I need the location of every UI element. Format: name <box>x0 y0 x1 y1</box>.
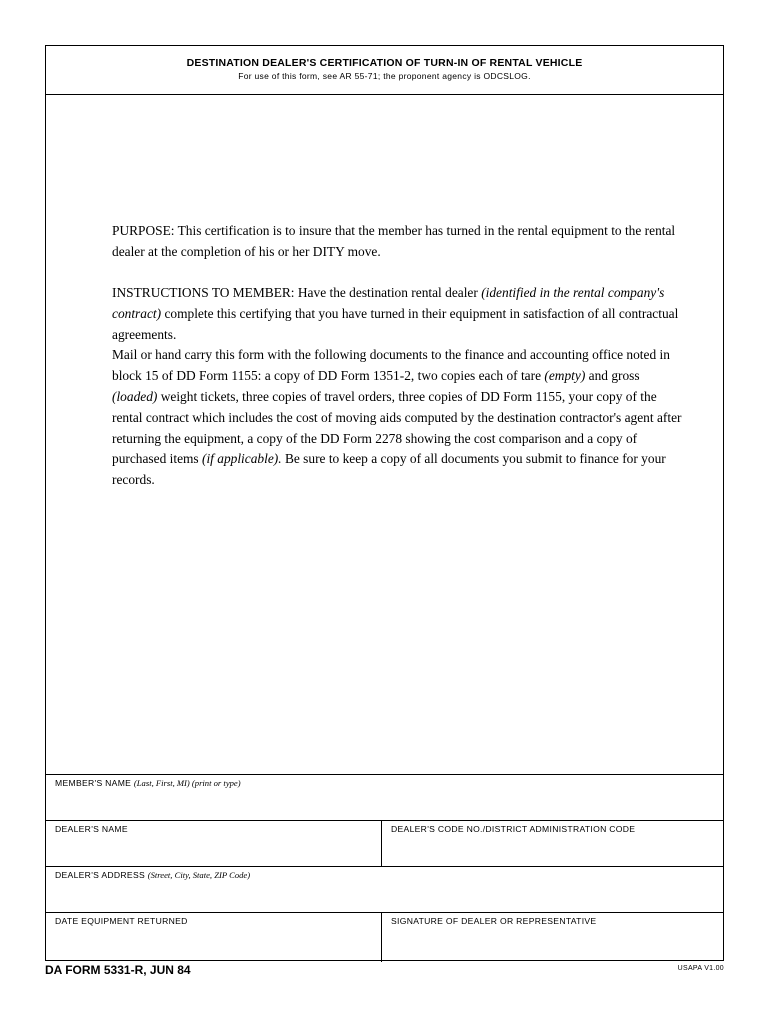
dealer-code-label: DEALER'S CODE NO./DISTRICT ADMINISTRATION CODE <box>391 824 636 834</box>
mail-text-4: Be sure to keep a copy of all documents you submit to finance for your records. <box>112 451 666 488</box>
mail-italic-2: (loaded) <box>112 389 158 405</box>
date-returned-label: DATE EQUIPMENT RETURNED <box>55 916 188 926</box>
form-number: DA FORM 5331-R, JUN 84 <box>45 963 191 977</box>
instructions-lead: INSTRUCTIONS TO MEMBER: Have the destination rental dealer <box>112 285 482 301</box>
mail-paragraph <box>112 345 686 491</box>
member-name-field[interactable] <box>46 775 723 820</box>
form-frame <box>45 45 724 961</box>
dealer-row <box>46 821 723 867</box>
instructions-lead-tail: complete this certifying that you have turned in their equipment in satisfaction of all contractual agreements. <box>112 305 679 342</box>
dealer-name-label: DEALER'S NAME <box>55 824 128 834</box>
purpose-paragraph: PURPOSE: This certification is to insure that the member has turned in the rental equipment to the rental dealer at the completion of his or her DITY move. <box>112 223 676 259</box>
member-name-row <box>46 775 723 821</box>
signature-label: SIGNATURE OF DEALER OR REPRESENTATIVE <box>391 916 597 926</box>
dealer-name-field[interactable] <box>46 821 381 866</box>
signature-field[interactable] <box>381 913 723 962</box>
member-name-hint: (Last, First, MI) (print or type) <box>133 778 241 788</box>
mail-text-2: and gross <box>585 368 640 384</box>
form-title: DESTINATION DEALER'S CERTIFICATION OF TURN-IN OF RENTAL VEHICLE <box>186 57 583 69</box>
member-name-label: MEMBER'S NAME (Last, First, MI) (print or type) <box>55 778 241 788</box>
instructions-paragraph <box>112 283 686 345</box>
dealer-address-field[interactable] <box>46 867 723 912</box>
date-returned-field[interactable] <box>46 913 381 962</box>
form-fields <box>46 774 723 960</box>
instructions-body <box>112 221 686 491</box>
mail-text-3: weight tickets, three copies of travel orders, three copies of DD Form 1155, your copy of the rental contract which includes the cost of moving aids computed by the destination contractor's agent after returning the equipment, a copy of the DD Form 2278 showing the cost comparison and a copy of purchased items <box>112 389 682 467</box>
form-subtitle: For use of this form, see AR 55-71; the proponent agency is ODCSLOG. <box>238 71 531 81</box>
version-label: USAPA V1.00 <box>677 965 724 972</box>
mail-italic-3: (if applicable). <box>202 451 282 467</box>
instructions-lead-italic: (identified in the rental company's contract) <box>112 285 665 321</box>
mail-italic-1: (empty) <box>544 368 586 384</box>
mail-text-1: Mail or hand carry this form with the following documents to the finance and accounting office noted in block 15 of DD Form 1155: a copy of DD Form 1351-2, two copies each of tare <box>112 347 670 384</box>
dealer-address-row <box>46 867 723 913</box>
return-row <box>46 913 723 962</box>
dealer-code-field[interactable] <box>381 821 723 866</box>
form-header <box>46 46 723 95</box>
dealer-address-hint: (Street, City, State, ZIP Code) <box>147 870 251 880</box>
dealer-address-label: DEALER'S ADDRESS (Street, City, State, ZIP Code) <box>55 870 251 880</box>
